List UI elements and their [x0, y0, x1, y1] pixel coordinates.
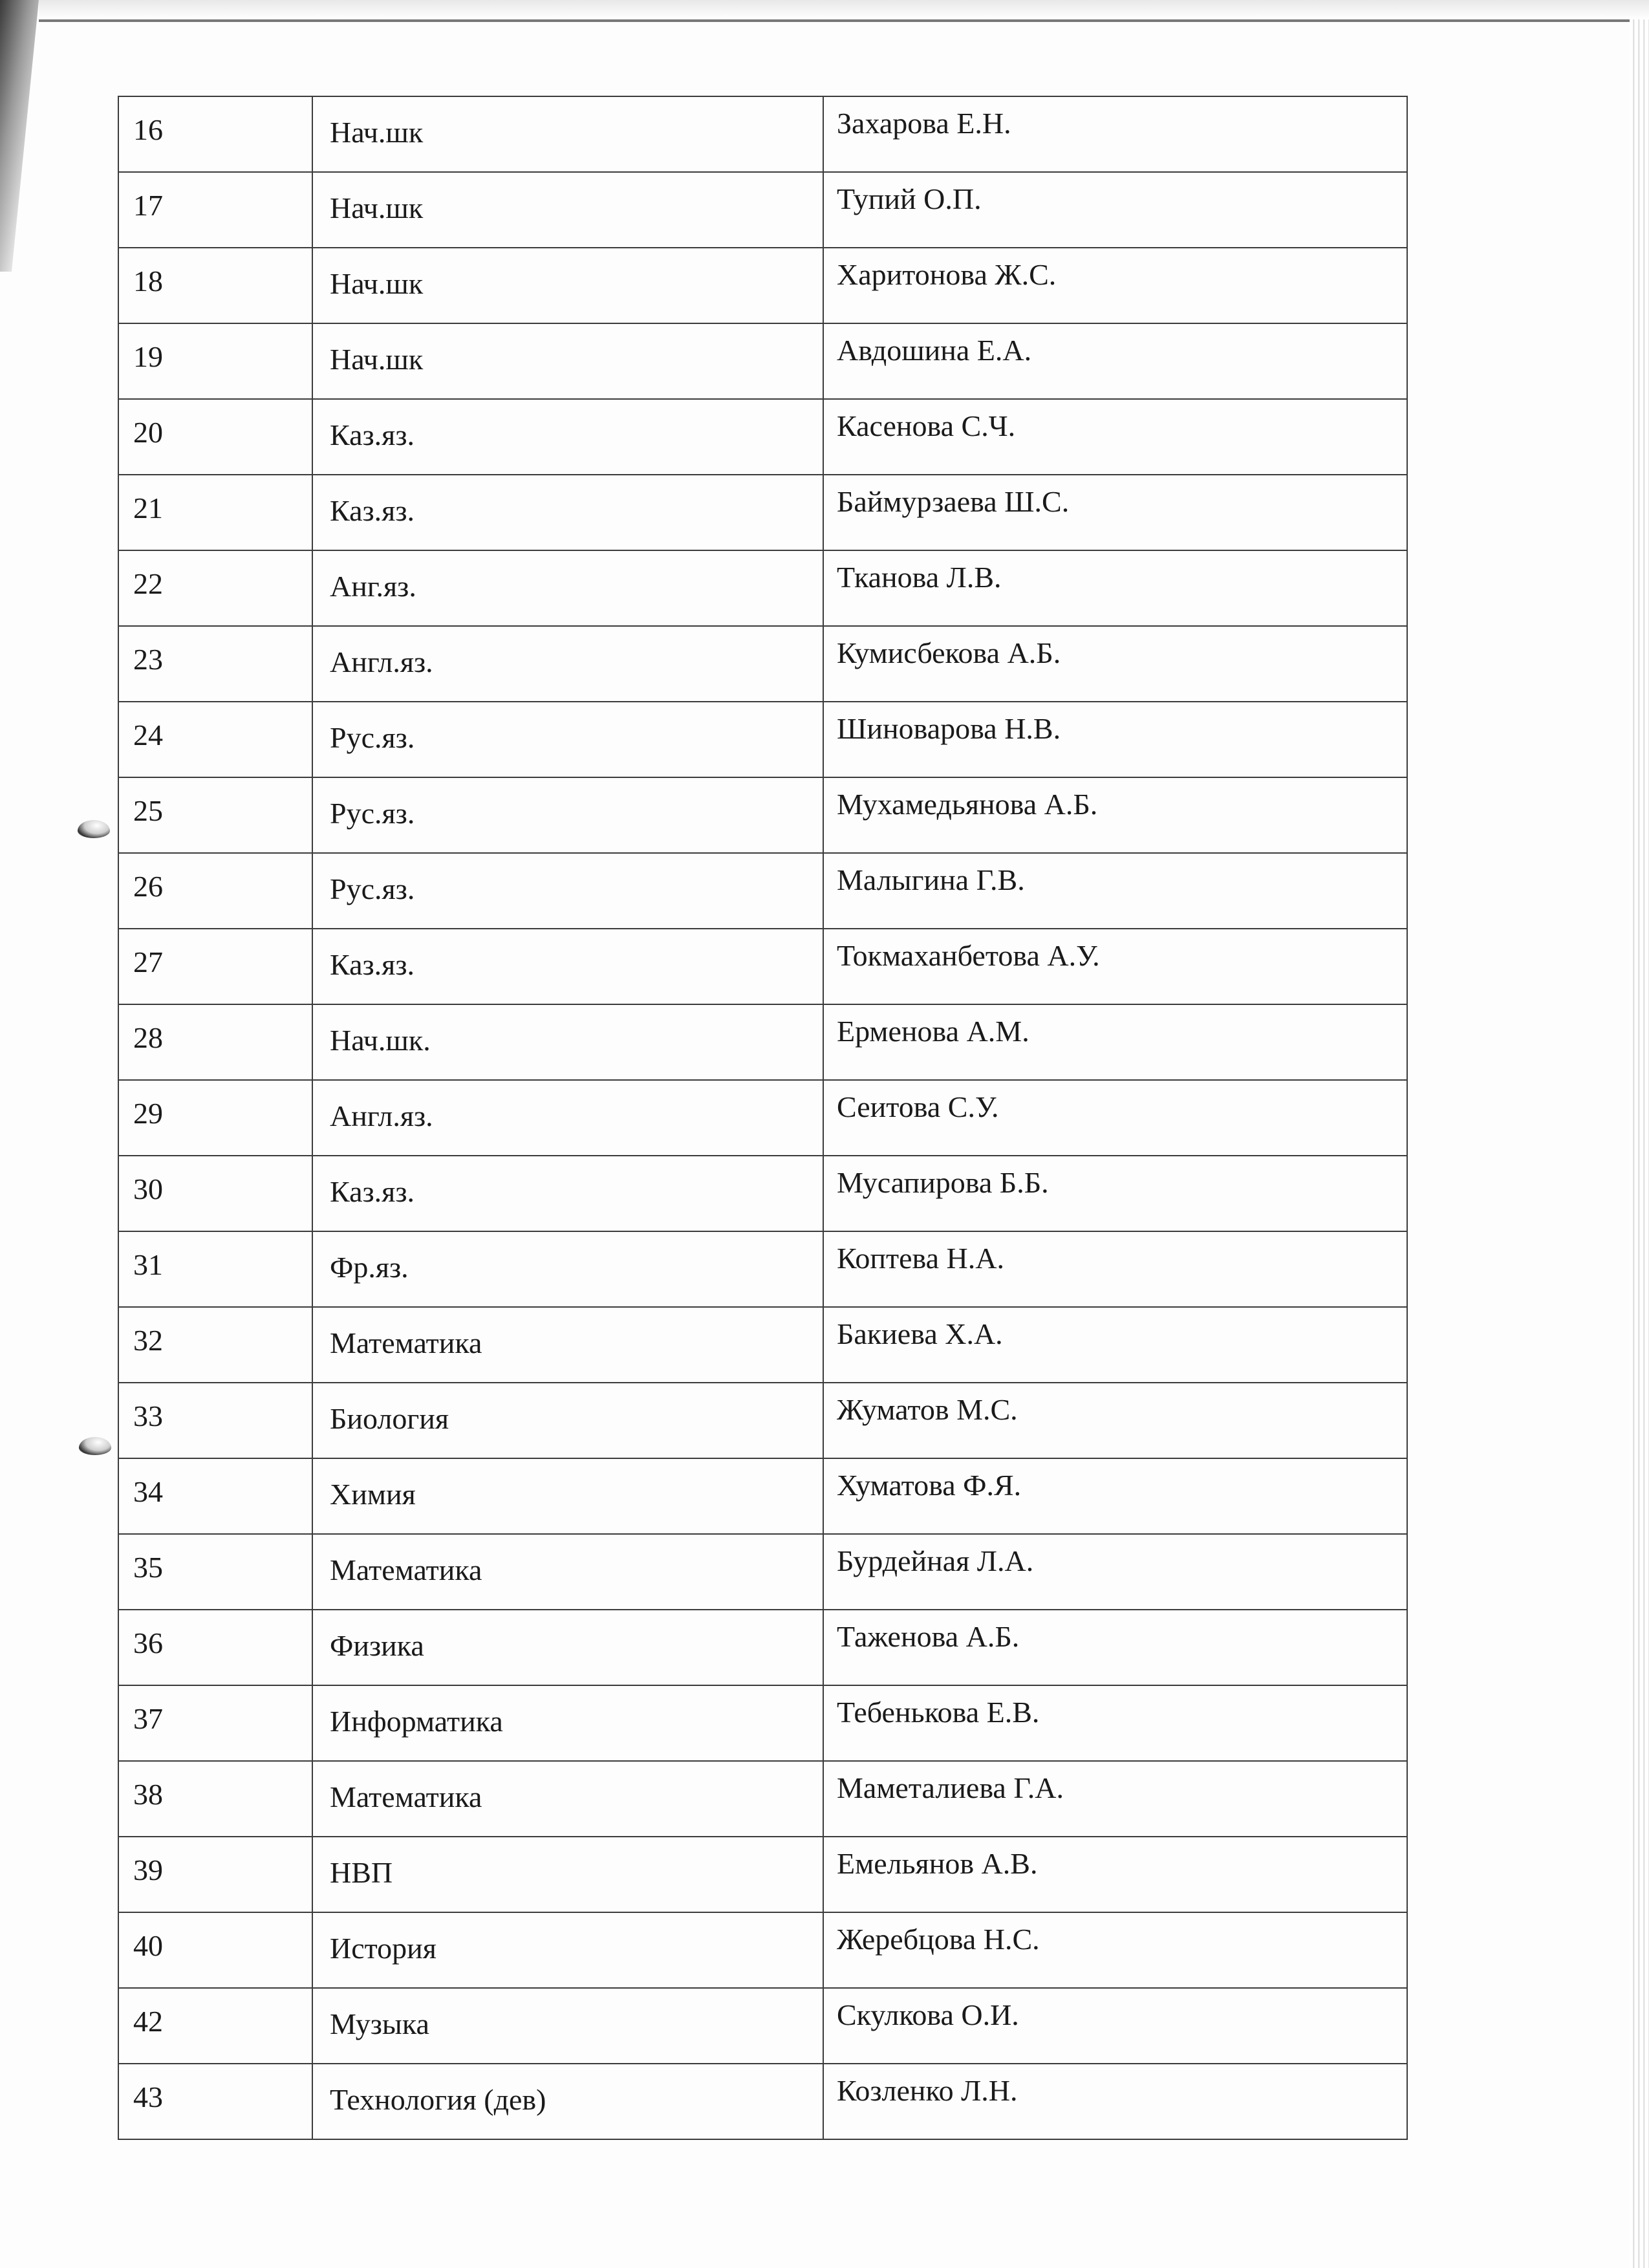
table-row: [118, 1458, 1407, 1534]
row-number: 25: [118, 777, 312, 853]
teacher-name-cell: Жеребцова Н.С.: [823, 1912, 1407, 1988]
table-row: [118, 323, 1407, 399]
teacher-name-cell: Козленко Л.Н.: [823, 2064, 1407, 2139]
table-row: [118, 1837, 1407, 1912]
row-number: 37: [118, 1685, 312, 1761]
table-row: [118, 1307, 1407, 1383]
teacher-name-cell: Маметалиева Г.А.: [823, 1761, 1407, 1837]
teacher-name-cell: Хуматова Ф.Я.: [823, 1458, 1407, 1534]
table-row: [118, 1080, 1407, 1156]
teacher-name-cell: Мухамедьянова А.Б.: [823, 777, 1407, 853]
table-row: [118, 702, 1407, 777]
row-number: 32: [118, 1307, 312, 1383]
subject-cell: Нач.шк: [312, 96, 823, 172]
table-body: [118, 96, 1407, 2139]
row-number: 22: [118, 550, 312, 626]
table-row: [118, 1383, 1407, 1458]
table-row: [118, 550, 1407, 626]
page-stack-edge: [1630, 19, 1649, 2268]
subject-cell: Рус.яз.: [312, 777, 823, 853]
subject-cell: Химия: [312, 1458, 823, 1534]
subject-cell: Рус.яз.: [312, 702, 823, 777]
table-row: [118, 1534, 1407, 1610]
teacher-name-cell: Кумисбекова А.Б.: [823, 626, 1407, 702]
row-number: 19: [118, 323, 312, 399]
subject-cell: Каз.яз.: [312, 1156, 823, 1231]
row-number: 36: [118, 1610, 312, 1685]
table-row: [118, 96, 1407, 172]
table-row: [118, 1004, 1407, 1080]
teacher-name-cell: Тупий О.П.: [823, 172, 1407, 248]
teacher-name-cell: Скулкова О.И.: [823, 1988, 1407, 2064]
teacher-name-cell: Сеитова С.У.: [823, 1080, 1407, 1156]
teacher-name-cell: Авдошина Е.А.: [823, 323, 1407, 399]
teacher-name-cell: Малыгина Г.В.: [823, 853, 1407, 929]
row-number: 27: [118, 929, 312, 1004]
teacher-name-cell: Бакиева Х.А.: [823, 1307, 1407, 1383]
subject-cell: Каз.яз.: [312, 399, 823, 475]
teacher-name-cell: Коптева Н.А.: [823, 1231, 1407, 1307]
subject-cell: Анг.яз.: [312, 550, 823, 626]
teacher-name-cell: Захарова Е.Н.: [823, 96, 1407, 172]
table-row: [118, 1761, 1407, 1837]
teacher-name-cell: Баймурзаева Ш.С.: [823, 475, 1407, 550]
subject-cell: Англ.яз.: [312, 1080, 823, 1156]
subject-cell: Каз.яз.: [312, 475, 823, 550]
subject-cell: Нач.шк.: [312, 1004, 823, 1080]
table-row: [118, 1156, 1407, 1231]
row-number: 38: [118, 1761, 312, 1837]
table-row: [118, 777, 1407, 853]
subject-cell: Биология: [312, 1383, 823, 1458]
subject-cell: Рус.яз.: [312, 853, 823, 929]
teacher-name-cell: Ерменова А.М.: [823, 1004, 1407, 1080]
row-number: 31: [118, 1231, 312, 1307]
row-number: 39: [118, 1837, 312, 1912]
page-top-edge: [39, 0, 1649, 22]
subject-cell: Математика: [312, 1307, 823, 1383]
teacher-name-cell: Бурдейная Л.А.: [823, 1534, 1407, 1610]
subject-cell: Фр.яз.: [312, 1231, 823, 1307]
row-number: 30: [118, 1156, 312, 1231]
teacher-name-cell: Жуматов М.С.: [823, 1383, 1407, 1458]
table-row: [118, 399, 1407, 475]
row-number: 33: [118, 1383, 312, 1458]
subject-cell: Технология (дев): [312, 2064, 823, 2139]
table-row: [118, 1912, 1407, 1988]
table-row: [118, 2064, 1407, 2139]
row-number: 16: [118, 96, 312, 172]
punch-hole-icon: [79, 1437, 111, 1455]
row-number: 35: [118, 1534, 312, 1610]
table-row: [118, 853, 1407, 929]
row-number: 42: [118, 1988, 312, 2064]
subject-cell: Информатика: [312, 1685, 823, 1761]
row-number: 20: [118, 399, 312, 475]
row-number: 21: [118, 475, 312, 550]
teacher-table: [118, 96, 1406, 2140]
subject-cell: Физика: [312, 1610, 823, 1685]
table-row: [118, 172, 1407, 248]
row-number: 23: [118, 626, 312, 702]
row-number: 29: [118, 1080, 312, 1156]
subject-cell: Математика: [312, 1761, 823, 1837]
teacher-name-cell: Харитонова Ж.С.: [823, 248, 1407, 323]
table-row: [118, 1685, 1407, 1761]
teacher-name-cell: Токмаханбетова А.У.: [823, 929, 1407, 1004]
teacher-name-cell: Таженова А.Б.: [823, 1610, 1407, 1685]
subject-cell: Каз.яз.: [312, 929, 823, 1004]
subject-cell: Нач.шк: [312, 248, 823, 323]
row-number: 24: [118, 702, 312, 777]
teacher-name-cell: Шиноварова Н.В.: [823, 702, 1407, 777]
table-row: [118, 626, 1407, 702]
page-corner-shadow: [0, 0, 39, 272]
subject-cell: Математика: [312, 1534, 823, 1610]
table-row: [118, 475, 1407, 550]
subject-cell: НВП: [312, 1837, 823, 1912]
table-row: [118, 248, 1407, 323]
table-row: [118, 929, 1407, 1004]
row-number: 18: [118, 248, 312, 323]
subject-cell: Нач.шк: [312, 172, 823, 248]
teacher-name-cell: Тканова Л.В.: [823, 550, 1407, 626]
subject-cell: История: [312, 1912, 823, 1988]
punch-hole-icon: [78, 820, 110, 838]
teacher-name-cell: Мусапирова Б.Б.: [823, 1156, 1407, 1231]
row-number: 34: [118, 1458, 312, 1534]
subject-cell: Англ.яз.: [312, 626, 823, 702]
row-number: 28: [118, 1004, 312, 1080]
row-number: 40: [118, 1912, 312, 1988]
teacher-name-cell: Тебенькова Е.В.: [823, 1685, 1407, 1761]
subject-cell: Нач.шк: [312, 323, 823, 399]
row-number: 26: [118, 853, 312, 929]
teacher-name-cell: Касенова С.Ч.: [823, 399, 1407, 475]
table-row: [118, 1231, 1407, 1307]
subject-cell: Музыка: [312, 1988, 823, 2064]
teacher-name-cell: Емельянов А.В.: [823, 1837, 1407, 1912]
table-row: [118, 1610, 1407, 1685]
row-number: 17: [118, 172, 312, 248]
table-row: [118, 1988, 1407, 2064]
row-number: 43: [118, 2064, 312, 2139]
